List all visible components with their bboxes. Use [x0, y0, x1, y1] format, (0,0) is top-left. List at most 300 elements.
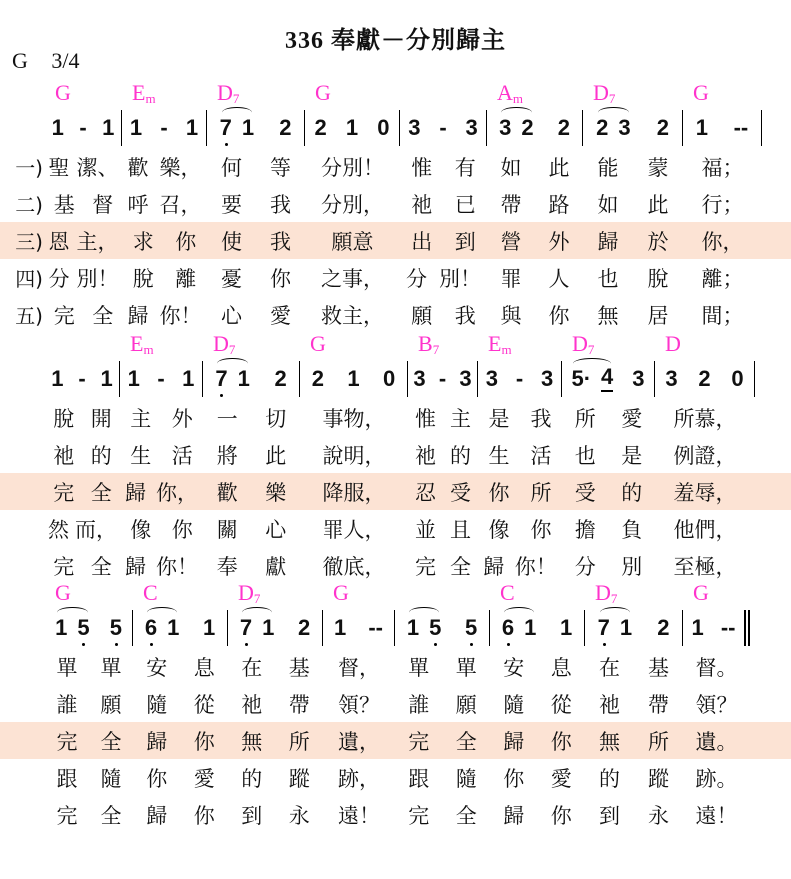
lyric-measure	[408, 551, 478, 581]
lyric-measure	[305, 300, 400, 330]
lyric-syllable: 隨	[455, 766, 477, 791]
lyric-syllable: 潔、	[76, 155, 119, 180]
lyric-measure	[490, 689, 585, 719]
lyric-syllable: 使	[221, 229, 242, 254]
note: 1	[167, 615, 180, 640]
lyric-line-4	[0, 259, 791, 296]
chord-root: E	[132, 79, 146, 105]
note: -	[160, 115, 168, 140]
lyric-syllable: 歸	[125, 554, 146, 579]
note: 2	[698, 366, 711, 391]
lyric-syllable: 愛	[550, 766, 572, 791]
lyric-syllable: 我	[270, 229, 291, 254]
lyric-measure	[583, 189, 683, 219]
lyric-measure	[585, 652, 683, 682]
lyric-syllable: 蹤	[648, 766, 669, 791]
notes-row	[0, 608, 791, 648]
lyric-syllable: 到	[599, 803, 620, 828]
chord-symbol	[655, 331, 755, 358]
lyric-syllable: 遺，	[338, 729, 380, 754]
lyric-syllable: 你！	[156, 554, 198, 579]
lyric-syllable: 愛	[270, 303, 291, 328]
lyric-line-2	[0, 185, 791, 222]
lyric-syllable: 憂	[221, 266, 242, 291]
lyric-measure	[487, 300, 583, 330]
lyric-syllable: 帶	[288, 692, 310, 717]
lyric-measure	[305, 152, 400, 182]
note: -	[438, 366, 447, 391]
chord-symbol	[207, 80, 305, 107]
chord-quality: m	[143, 341, 154, 357]
note: 6	[501, 615, 515, 640]
lyric-syllable: 誰	[56, 692, 78, 717]
chord-root: G	[55, 579, 71, 605]
lyric-syllable: 到	[454, 229, 476, 254]
lyric-syllable: 他們，	[673, 517, 737, 542]
lyric-measure	[203, 514, 300, 544]
lyric-measure	[323, 726, 395, 756]
lyric-syllable: 所	[530, 480, 552, 505]
lyric-syllable: 一	[216, 406, 238, 431]
lyric-measure	[300, 551, 408, 581]
lyric-measure	[683, 263, 762, 293]
lyric-syllable: 完	[53, 303, 75, 328]
note: 1	[241, 115, 255, 140]
chord-root: G	[693, 579, 709, 605]
note: 1	[334, 615, 347, 640]
note: 2	[521, 115, 534, 140]
note: 1	[559, 615, 573, 640]
note: --	[720, 615, 736, 640]
lyric-syllable: 完	[53, 480, 75, 505]
lyric-line-1	[0, 148, 791, 185]
lyric-measure	[45, 440, 120, 470]
verse-number: 三)	[15, 230, 43, 254]
chord-quality: 7	[610, 590, 618, 606]
lyric-syllable: 脫	[647, 266, 669, 291]
lyric-measure	[408, 403, 478, 433]
note: 2	[311, 366, 324, 391]
lyric-measure	[487, 152, 583, 182]
lyric-syllable: 基	[53, 192, 75, 217]
lyric-syllable: 我	[530, 406, 552, 431]
lyric-line-1	[0, 648, 791, 685]
chord-root: C	[500, 579, 515, 605]
lyric-syllable: 出	[411, 229, 433, 254]
lyric-measure	[478, 403, 562, 433]
note: 6	[144, 615, 158, 640]
lyric-measure	[45, 689, 133, 719]
lyric-measure	[122, 152, 207, 182]
lyric-syllable: 奉	[216, 554, 238, 579]
slur-group	[502, 615, 537, 641]
lyric-line-3	[0, 473, 791, 510]
lyric-syllable: 到	[241, 803, 263, 828]
chord-symbol	[478, 331, 562, 358]
lyric-syllable: 你，	[701, 229, 744, 254]
lyric-syllable: 督，	[338, 655, 380, 680]
note: 1	[695, 115, 709, 140]
chord-symbol	[585, 580, 683, 607]
time-signature: 3/4	[51, 48, 80, 73]
lyric-syllable: 切	[265, 406, 287, 431]
lyric-syllable: 在	[599, 655, 620, 680]
lyric-syllable: 完	[53, 554, 75, 579]
lyric-measure	[683, 763, 750, 793]
lyric-measure	[122, 189, 207, 219]
lyric-measure	[45, 726, 133, 756]
lyric-syllable: 離	[175, 266, 197, 291]
lyric-measure	[133, 763, 228, 793]
lyric-syllable: 獻	[265, 554, 287, 579]
lyric-measure	[207, 189, 305, 219]
chord-symbol	[562, 331, 655, 358]
note: 2	[656, 115, 669, 140]
note: 1	[619, 615, 633, 640]
lyric-syllable: 別！	[76, 266, 119, 291]
lyric-syllable: 愛	[193, 766, 215, 791]
lyric-syllable: 脫	[53, 406, 75, 431]
lyric-syllable: 願	[411, 303, 433, 328]
lyric-syllable: 帶	[648, 692, 669, 717]
lyric-line-3	[0, 722, 791, 759]
lyric-measure	[478, 514, 562, 544]
chord-symbol	[583, 80, 683, 107]
lyric-measure	[133, 726, 228, 756]
chord-symbol	[45, 580, 133, 607]
note: --	[733, 115, 749, 140]
note: 3	[408, 115, 421, 140]
lyric-syllable: 活	[530, 443, 552, 468]
lyric-measure	[300, 403, 408, 433]
measure	[45, 110, 122, 146]
lyric-syllable: 誰	[408, 692, 430, 717]
lyric-syllable: 督	[92, 192, 114, 217]
chord-root: D	[217, 79, 233, 105]
lyric-syllable: 召，	[159, 192, 202, 217]
lyric-syllable: 於	[647, 229, 669, 254]
lyric-syllable: 的	[90, 443, 112, 468]
lyric-line-2	[0, 436, 791, 473]
note: 1	[237, 366, 250, 391]
lyric-measure	[683, 189, 762, 219]
lyric-line-1	[0, 399, 791, 436]
lyric-syllable: 羞辱，	[673, 480, 737, 505]
lyric-syllable: 罪人，	[322, 517, 386, 542]
lyric-measure	[305, 263, 400, 293]
lyric-syllable: 也	[597, 266, 619, 291]
lyric-line-3	[0, 222, 791, 259]
lyric-syllable: 隨	[503, 692, 525, 717]
chord-root: G	[333, 579, 349, 605]
lyric-syllable: 你	[146, 766, 168, 791]
notes-row	[0, 108, 791, 148]
lyric-syllable: 生	[130, 443, 152, 468]
chord-root: D	[593, 79, 609, 105]
slur-group	[499, 115, 534, 141]
lyric-syllable: 行；	[701, 192, 744, 217]
note: 1	[102, 115, 115, 140]
lyric-measure	[45, 226, 122, 256]
measure	[585, 610, 683, 646]
lyric-measure	[133, 652, 228, 682]
lyric-measure	[323, 800, 395, 830]
note: 3	[618, 115, 631, 140]
lyric-syllable: 全	[90, 480, 112, 505]
note: 1	[202, 615, 216, 640]
measure	[207, 110, 305, 146]
note: 5	[77, 615, 90, 640]
lyric-measure	[45, 300, 122, 330]
lyric-syllable: 擔	[574, 517, 596, 542]
note: 5	[464, 615, 478, 640]
lyric-measure	[120, 477, 203, 507]
chord-quality: m	[501, 341, 512, 357]
lyric-syllable: 此	[548, 155, 570, 180]
lyric-syllable: 主，	[76, 229, 119, 254]
lyric-syllable: 單	[408, 655, 430, 680]
lyric-syllable: 完	[408, 729, 430, 754]
lyric-syllable: 你，	[156, 480, 198, 505]
lyric-measure	[45, 763, 133, 793]
lyric-measure	[683, 152, 762, 182]
note: 2	[274, 366, 287, 391]
lyric-syllable: 惟	[411, 155, 433, 180]
lyric-syllable: 愛	[621, 406, 643, 431]
lyric-measure	[203, 403, 300, 433]
note: 3	[465, 115, 478, 140]
lyric-measure	[45, 652, 133, 682]
lyric-syllable: 無	[597, 303, 619, 328]
lyric-syllable: 徹底，	[322, 554, 386, 579]
lyric-measure	[562, 551, 655, 581]
lyric-measure	[133, 689, 228, 719]
lyric-syllable: 領？	[338, 692, 380, 717]
note: 5·	[571, 366, 592, 391]
chord-root: G	[310, 330, 326, 356]
lyric-syllable: 的	[450, 443, 471, 468]
slur-group	[240, 615, 275, 641]
lyric-syllable: 單	[56, 655, 78, 680]
lyric-syllable: 你	[488, 480, 510, 505]
note: 7	[239, 615, 253, 640]
lyric-syllable: 全	[92, 303, 114, 328]
chord-symbol	[120, 331, 203, 358]
lyric-measure	[400, 152, 487, 182]
lyric-syllable: 隨	[100, 766, 122, 791]
lyric-measure	[120, 403, 203, 433]
lyric-syllable: 單	[100, 655, 122, 680]
chord-root: D	[213, 330, 229, 356]
measure	[683, 110, 762, 146]
lyric-syllable: 安	[146, 655, 168, 680]
lyric-measure	[408, 440, 478, 470]
lyric-measure	[408, 514, 478, 544]
slur-group	[596, 115, 631, 141]
note: 1	[345, 115, 359, 140]
chord-quality: 7	[587, 341, 595, 357]
measure	[408, 361, 478, 397]
note: -	[439, 115, 447, 140]
note: 1	[691, 615, 704, 640]
lyric-measure	[45, 514, 120, 544]
lyric-syllable: 外	[548, 229, 570, 254]
lyric-measure	[228, 689, 323, 719]
chord-symbol	[133, 580, 228, 607]
chord-symbol	[122, 80, 207, 107]
lyric-syllable: 是	[488, 406, 510, 431]
lyric-syllable: 此	[647, 192, 669, 217]
lyric-syllable: 歸	[597, 229, 619, 254]
measure	[305, 110, 400, 146]
lyric-syllable: 你	[270, 266, 291, 291]
slur-group	[145, 615, 180, 641]
lyric-syllable: 救主，	[321, 303, 384, 328]
measure	[133, 610, 228, 646]
note: 2	[657, 615, 670, 640]
chord-symbol	[323, 580, 395, 607]
lyric-measure	[583, 300, 683, 330]
lyric-measure	[583, 226, 683, 256]
note: 3	[665, 366, 678, 391]
lyric-measure	[562, 514, 655, 544]
lyric-measure	[683, 800, 750, 830]
chord-quality: 7	[432, 341, 440, 357]
lyric-syllable: 基	[288, 655, 310, 680]
chord-symbol	[487, 80, 583, 107]
chord-root: E	[488, 330, 502, 356]
measure	[228, 610, 323, 646]
lyric-syllable: 分	[48, 266, 70, 291]
lyric-syllable: 跟	[56, 766, 78, 791]
lyric-syllable: 蹤	[288, 766, 310, 791]
slur-group	[571, 366, 613, 392]
notes-row	[0, 359, 791, 399]
lyric-syllable: 你	[550, 729, 572, 754]
slur-group	[598, 615, 633, 641]
lyric-measure	[300, 440, 408, 470]
chord-root: A	[497, 79, 513, 105]
lyric-syllable: 從	[193, 692, 215, 717]
lyric-syllable: 你	[503, 766, 525, 791]
chord-root: D	[595, 579, 611, 605]
lyric-syllable: 之事，	[321, 266, 384, 291]
key: G	[12, 48, 28, 73]
lyric-line-2	[0, 685, 791, 722]
note: 2	[297, 615, 311, 640]
note: 0	[377, 115, 390, 140]
lyric-syllable: 分	[574, 554, 596, 579]
lyric-measure	[395, 652, 490, 682]
lyric-syllable: 祂	[411, 192, 433, 217]
lyric-measure	[207, 300, 305, 330]
lyric-syllable: 祂	[241, 692, 263, 717]
lyric-syllable: 間；	[701, 303, 744, 328]
lyric-syllable: 求	[132, 229, 154, 254]
measure	[478, 361, 562, 397]
lyric-syllable: 惟	[415, 406, 436, 431]
lyric-syllable: 此	[265, 443, 287, 468]
chord-quality: 7	[232, 90, 240, 106]
slur-group	[220, 115, 255, 141]
lyric-syllable: 主	[450, 406, 471, 431]
lyric-measure	[207, 226, 305, 256]
lyric-measure	[122, 226, 207, 256]
slur-group	[215, 366, 250, 392]
lyric-syllable: 已	[454, 192, 476, 217]
chord-quality: 7	[608, 90, 616, 106]
lyric-syllable: 你	[171, 517, 193, 542]
lyric-syllable: 歡	[216, 480, 238, 505]
lyric-syllable: 生	[488, 443, 510, 468]
verse-number: 二)	[15, 193, 43, 217]
chord-root: D	[572, 330, 588, 356]
lyric-syllable: 全	[90, 554, 112, 579]
lyric-syllable: 你	[193, 729, 215, 754]
lyric-syllable: 人	[548, 266, 570, 291]
lyric-measure	[300, 477, 408, 507]
lyric-measure	[683, 726, 750, 756]
lyric-syllable: 你！	[514, 554, 557, 579]
measure	[583, 110, 683, 146]
lyric-measure	[487, 189, 583, 219]
lyric-syllable: 全	[100, 803, 122, 828]
lyric-syllable: 樂	[265, 480, 287, 505]
lyric-measure	[228, 726, 323, 756]
note: 1	[347, 366, 360, 391]
lyric-syllable: 領？	[695, 692, 738, 717]
lyric-syllable: 外	[171, 406, 193, 431]
lyric-syllable: 的	[599, 766, 620, 791]
lyric-measure	[490, 652, 585, 682]
lyric-measure	[562, 477, 655, 507]
lyric-measure	[408, 477, 478, 507]
system-3	[0, 578, 791, 833]
lyric-syllable: 像	[130, 517, 152, 542]
lyric-measure	[490, 800, 585, 830]
lyric-measure	[203, 551, 300, 581]
note: 3	[459, 366, 472, 391]
lyric-measure	[305, 226, 400, 256]
measure	[45, 610, 133, 646]
lyric-measure	[395, 689, 490, 719]
note: 5	[109, 615, 122, 640]
lyric-syllable: 跡，	[338, 766, 380, 791]
lyric-syllable: 受	[450, 480, 471, 505]
lyric-syllable: 你	[530, 517, 552, 542]
lyric-syllable: 分別，	[321, 192, 384, 217]
chord-quality: 7	[253, 590, 261, 606]
chord-root: C	[143, 579, 158, 605]
hymn-title: 336 奉獻－分別歸主	[285, 28, 506, 54]
lyric-syllable: 你	[550, 803, 572, 828]
lyric-syllable: 無	[599, 729, 620, 754]
measure	[323, 610, 395, 646]
lyric-measure	[45, 263, 122, 293]
lyric-syllable: 離；	[701, 266, 744, 291]
lyric-syllable: 聖	[48, 155, 70, 180]
note: 1	[127, 366, 140, 391]
lyric-syllable: 且	[450, 517, 471, 542]
chord-symbol	[408, 331, 478, 358]
lyric-syllable: 我	[454, 303, 476, 328]
lyric-measure	[655, 477, 755, 507]
lyric-measure	[395, 763, 490, 793]
note: --	[368, 615, 383, 640]
measure	[400, 110, 487, 146]
lyric-syllable: 祂	[599, 692, 620, 717]
lyric-syllable: 基	[648, 655, 669, 680]
